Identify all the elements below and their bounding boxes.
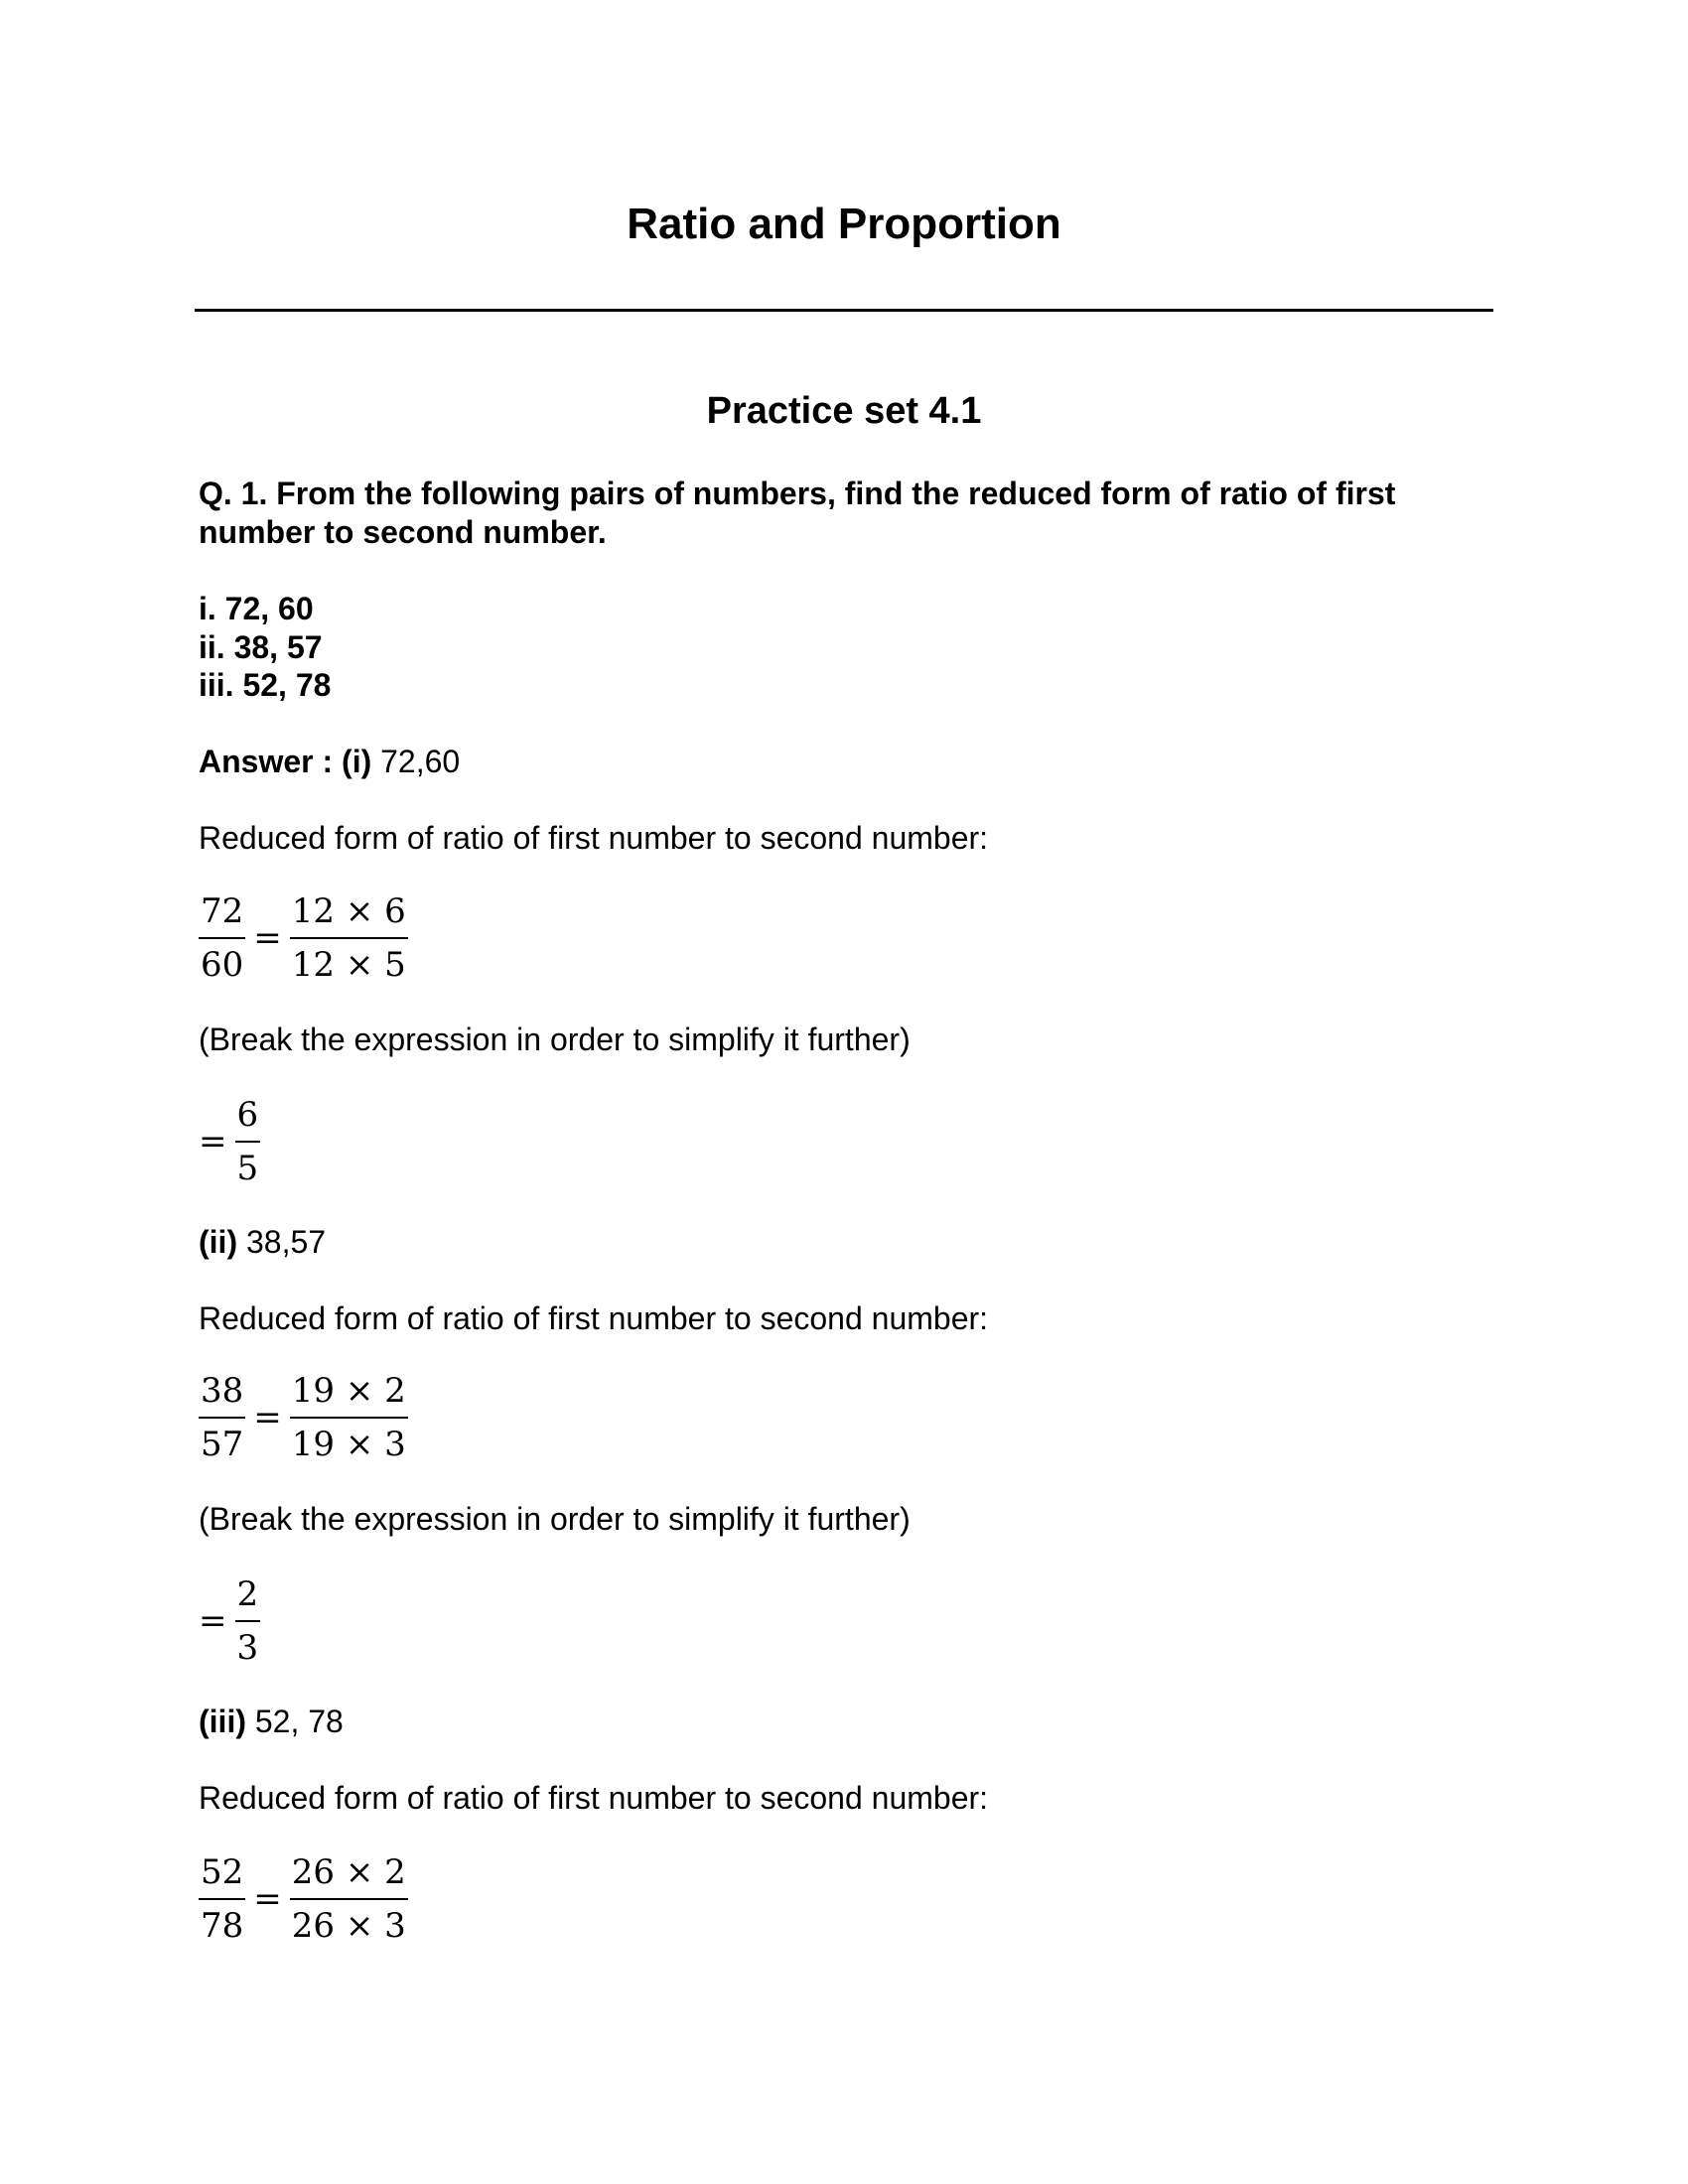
answer-part-ii-description: Reduced form of ratio of first number to second number: xyxy=(199,1300,989,1336)
fraction-lhs xyxy=(199,1371,245,1464)
equals-sign: = xyxy=(253,1398,282,1437)
fraction-lhs xyxy=(199,1852,245,1946)
answer-part-iii-equation xyxy=(199,1852,408,1946)
question-text: Q. 1. From the following pairs of numbers, find the reduced form of ratio of first number to second number. xyxy=(199,476,1396,550)
numerator: 38 xyxy=(201,1371,244,1411)
numerator: 2 xyxy=(236,1574,259,1614)
answer-part-ii-result xyxy=(199,1574,260,1668)
numerator: 52 xyxy=(201,1852,244,1892)
numerator: 12 × 6 xyxy=(291,891,406,931)
denominator: 12 × 5 xyxy=(290,937,408,985)
answer-part-iii-description: Reduced form of ratio of first number to second number: xyxy=(199,1780,989,1816)
answer-part-ii-note: (Break the expression in order to simplify it further) xyxy=(199,1501,911,1537)
answer-part-i-pair: 72,60 xyxy=(380,744,461,779)
answer-part-iii-heading xyxy=(199,1703,344,1741)
section-heading: Practice set 4.1 xyxy=(706,390,982,432)
fraction-lhs xyxy=(199,891,245,985)
denominator: 57 xyxy=(199,1417,245,1464)
answer-part-ii-equation xyxy=(199,1371,408,1464)
fraction-rhs xyxy=(290,891,408,985)
denominator: 5 xyxy=(235,1141,261,1188)
answer-part-ii-label: (ii) xyxy=(199,1224,238,1260)
equals-sign: = xyxy=(199,1601,227,1641)
numerator: 19 × 2 xyxy=(291,1371,406,1411)
answer-part-iii-label: (iii) xyxy=(199,1704,246,1739)
equals-sign: = xyxy=(253,918,282,958)
answer-part-i-description: Reduced form of ratio of first number to second number: xyxy=(199,820,989,856)
answer-part-iii-pair: 52, 78 xyxy=(254,1704,344,1739)
answer-part-i-note: (Break the expression in order to simplify it further) xyxy=(199,1022,911,1057)
question-item-3: iii. 52, 78 xyxy=(199,667,332,703)
denominator: 26 × 3 xyxy=(290,1898,408,1946)
answer-part-i-equation xyxy=(199,891,408,985)
numerator: 72 xyxy=(201,891,244,931)
equals-sign: = xyxy=(199,1122,227,1161)
fraction-result xyxy=(235,1574,261,1668)
answer-label: Answer : (i) xyxy=(199,744,372,779)
denominator: 19 × 3 xyxy=(290,1417,408,1464)
denominator: 3 xyxy=(235,1620,261,1668)
answer-part-i-heading xyxy=(199,743,460,781)
equals-sign: = xyxy=(253,1879,282,1919)
fraction-rhs xyxy=(290,1852,408,1946)
answer-part-ii-pair: 38,57 xyxy=(245,1224,327,1260)
numerator: 6 xyxy=(236,1095,259,1135)
answer-part-i-result xyxy=(199,1095,260,1188)
fraction-result xyxy=(235,1095,261,1188)
page-title: Ratio and Proportion xyxy=(627,200,1061,248)
fraction-rhs xyxy=(290,1371,408,1464)
answer-part-ii-heading xyxy=(199,1223,326,1262)
question-item-1: i. 72, 60 xyxy=(199,591,314,626)
denominator: 60 xyxy=(199,937,245,985)
question-item-2: ii. 38, 57 xyxy=(199,629,323,665)
numerator: 26 × 2 xyxy=(291,1852,406,1892)
title-divider xyxy=(195,309,1493,312)
denominator: 78 xyxy=(199,1898,245,1946)
